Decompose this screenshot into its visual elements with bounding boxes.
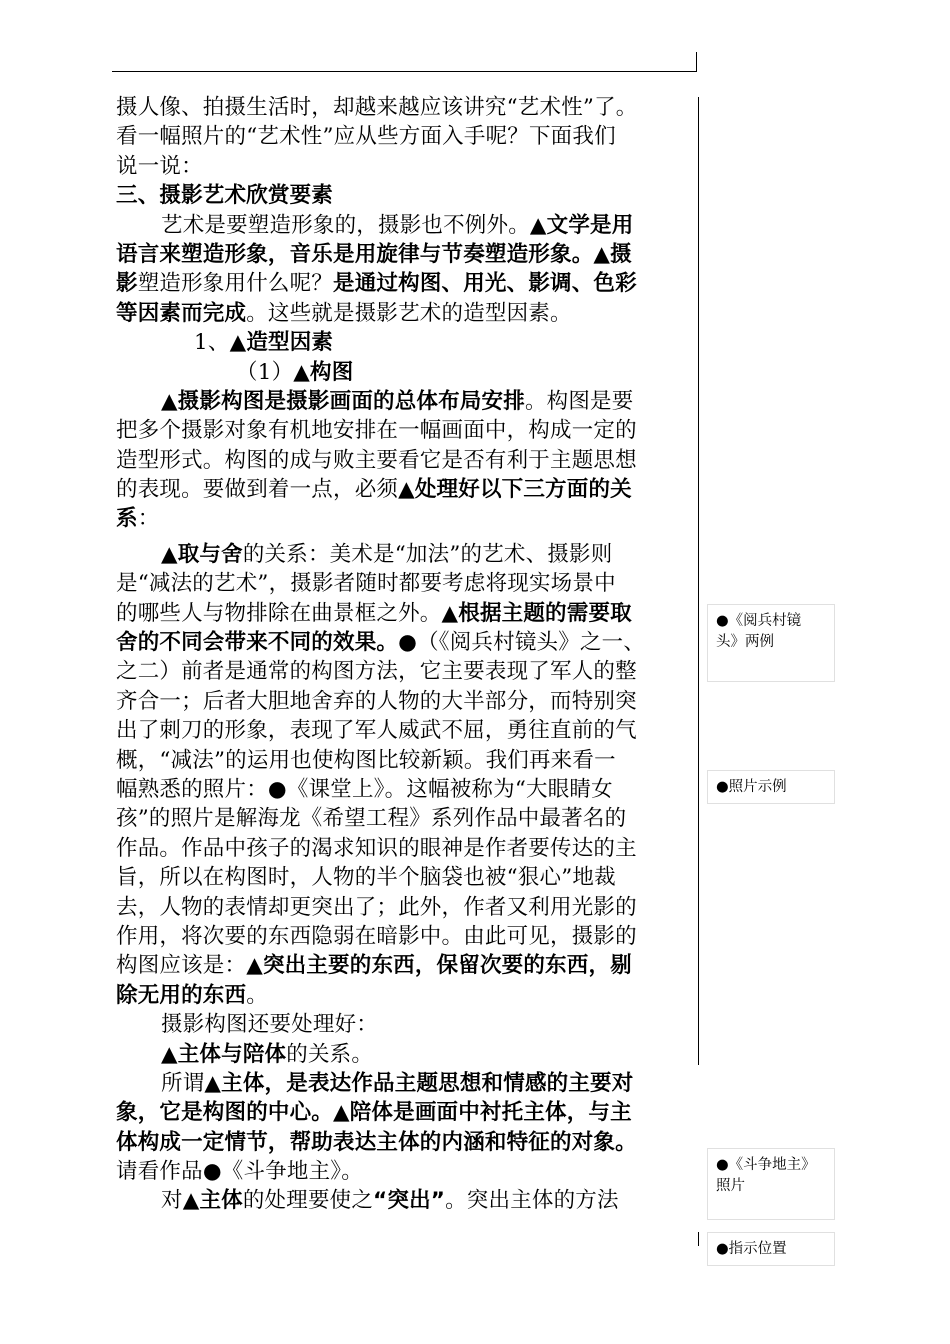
- subheading-level2: （1）▲构图: [236, 359, 354, 385]
- text-line: 造型形式。构图的成与败主要看它是否有利于主题思想: [116, 447, 637, 473]
- text-line: 系：: [116, 506, 160, 532]
- text-line: 的表现。要做到着一点，必须▲处理好以下三方面的关: [116, 477, 632, 503]
- text-line: ▲取与舍的关系：美术是“加法”的艺术、摄影则: [161, 541, 613, 567]
- text-line: 摄影构图还要处理好：: [161, 1012, 379, 1038]
- text-line: 出了刺刀的形象，表现了军人威武不屈，勇往直前的气: [116, 718, 637, 744]
- section-heading: 三、摄影艺术欣赏要素: [116, 183, 334, 209]
- header-rule: [112, 71, 697, 72]
- document-body: [116, 93, 661, 1216]
- text-line: 语言来塑造形象，音乐是用旋律与节奏塑造形象。▲摄: [116, 241, 632, 267]
- text-line: 看一幅照片的“艺术性”应从些方面入手呢？下面我们: [116, 124, 616, 150]
- margin-divider: [698, 97, 699, 1065]
- margin-note-indicator-position: ●指示位置: [707, 1232, 835, 1266]
- text-line: 旨，所以在构图时，人物的半个脑袋也被“狠心”地裁: [116, 865, 616, 891]
- text-line: 除无用的东西。: [116, 982, 268, 1008]
- text-line: 把多个摄影对象有机地安排在一幅画面中，构成一定的: [116, 418, 637, 444]
- text-line: 去，人物的表情却更突出了；此外，作者又利用光影的: [116, 894, 637, 920]
- text-line: 所谓▲主体，是表达作品主题思想和情感的主要对: [161, 1070, 634, 1096]
- text-line: 之二）前者是通常的构图方法，它主要表现了军人的整: [116, 659, 637, 685]
- text-line: 舍的不同会带来不同的效果。●（《阅兵村镜头》之一、: [116, 630, 646, 656]
- text-line: 是“减法的艺术”，摄影者随时都要考虑将现实场景中: [116, 571, 616, 597]
- text-line: 作用，将次要的东西隐弱在暗影中。由此可见，摄影的: [116, 923, 637, 949]
- text-line: 构图应该是：▲突出主要的东西，保留次要的东西，剔: [116, 953, 632, 979]
- margin-note-landlord-photo: ●《斗争地主》 照片: [707, 1148, 835, 1220]
- subheading-level1: 1、▲造型因素: [194, 330, 334, 356]
- text-line: 孩”的照片是解海龙《希望工程》系列作品中最著名的: [116, 806, 627, 832]
- text-line: 幅熟悉的照片：●《课堂上》。这幅被称为“大眼睛女: [116, 776, 613, 802]
- margin-note-parade-photos: ●《阅兵村镜 头》两例: [707, 604, 835, 682]
- text-line: 的哪些人与物排除在曲景框之外。▲根据主题的需要取: [116, 600, 632, 626]
- text-line: ▲主体与陪体的关系。: [161, 1041, 374, 1067]
- text-line: 作品。作品中孩子的渴求知识的眼神是作者要传达的主: [116, 835, 637, 861]
- text-line: 影塑造形象用什么呢？是通过构图、用光、影调、色彩: [116, 271, 637, 297]
- text-line: 说一说：: [116, 153, 203, 179]
- text-line: 齐合一；后者大胆地舍弃的人物的大半部分，而特别突: [116, 688, 637, 714]
- text-line: ▲摄影构图是摄影画面的总体布局安排。构图是要: [161, 388, 634, 414]
- text-line: 艺术是要塑造形象的，摄影也不例外。▲文学是用: [161, 212, 634, 238]
- header-corner-tick: [696, 52, 697, 72]
- text-line: 体构成一定情节，帮助表达主体的内涵和特征的对象。: [116, 1129, 637, 1155]
- text-line: 象，它是构图的中心。▲陪体是画面中衬托主体，与主: [116, 1100, 632, 1126]
- margin-divider-tick: [698, 1232, 699, 1246]
- text-line: 概，“减法”的运用也使构图比较新颖。我们再来看一: [116, 747, 616, 773]
- text-line: 摄人像、拍摄生活时，却越来越应该讲究“艺术性”了。: [116, 95, 638, 120]
- text-line: 请看作品●《斗争地主》。: [116, 1159, 363, 1185]
- margin-note-photo-example: ●照片示例: [707, 770, 835, 804]
- text-line: 对▲主体的处理要使之“突出”。突出主体的方法: [161, 1188, 619, 1214]
- text-line: 等因素而完成。这些就是摄影艺术的造型因素。: [116, 300, 572, 326]
